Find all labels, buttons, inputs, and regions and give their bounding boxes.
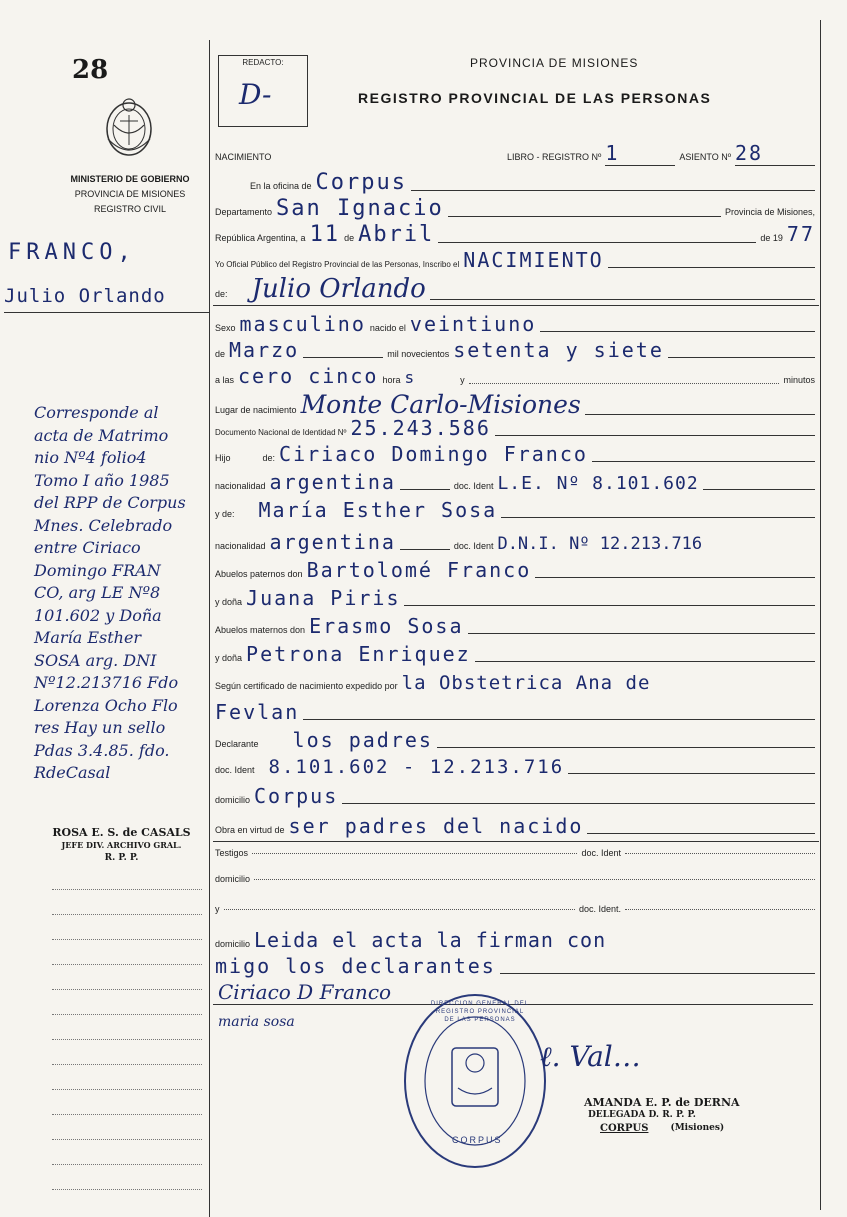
oficial-text: Yo Oficial Público del Registro Provincial de las Personas, Inscribo el [215,260,460,269]
doc-mother-label: doc. Ident [453,541,494,551]
note-line: SOSA arg. DNI [34,650,157,670]
certificado-value-cont: Fevlan [215,700,300,724]
abuela-materna-label: y doña [215,653,243,663]
note-line: res Hay un sello [34,718,166,737]
libro-label: LIBRO - REGISTRO Nº [507,152,602,162]
yde-label: y de: [215,509,235,519]
de-month-label: de [215,349,226,359]
abuelo-paterno-label: Abuelos paternos don [215,569,303,579]
ministry-label: MINISTERIO DE GOBIERNO [70,174,190,184]
year-value: 77 [786,222,815,246]
signature-father: Ciriaco D Franco [218,980,392,1004]
provincia-suffix: Provincia de Misiones, [724,207,815,217]
obra-value: ser padres del nacido [288,814,584,838]
official-place: CORPUS [600,1123,649,1134]
seal-text: DIRECCION GENERAL DEL REGISTRO PROVINCIAL DE LAS PERSONAS [430,1001,530,1023]
declarante-value: los padres [292,728,433,752]
leida-line2: migo los declarantes [215,954,496,978]
asiento-value: 28 [735,141,815,166]
testigo2-doc-label: doc. Ident. [578,904,621,914]
certificado-value: la Obstetrica Ana de [401,672,651,694]
sexo-value: masculino [239,312,366,336]
note-line: Pdas 3.4.85. fdo. [34,740,170,760]
note-line: Domingo FRAN [34,560,161,580]
coat-of-arms-icon [100,95,158,161]
domicilio-label: domicilio [215,795,251,805]
page-title: REGISTRO PROVINCIAL DE LAS PERSONAS [358,90,712,106]
margin-given-name: Julio Orlando [4,285,166,307]
month2-value: Marzo [229,338,300,362]
doc-father-value: L.E. Nº 8.101.602 [497,473,699,494]
archive-stamp: ROSA E. S. de CASALS JEFE DIV. ARCHIVO GRAL. R. P. P. [52,826,191,863]
note-line: nio Nº4 folio4 [34,448,147,467]
note-line: entre Ciriaco [34,538,141,557]
inscribo-value: NACIMIENTO [463,248,604,272]
certificado-label: Según certificado de nacimiento expedido por [215,681,398,691]
asiento-label: ASIENTO Nº [679,152,731,162]
official-province: (Misiones) [670,1123,725,1133]
abuela-paterna-value: Juana Piris [246,586,401,610]
oficina-label: En la oficina de [250,181,312,191]
note-line: Nº12.213716 Fdo [34,673,179,692]
abuela-paterna-label: y doña [215,597,243,607]
page-number: 28 [72,55,109,85]
signature-official: ℓ. Val… [540,1040,641,1073]
year-words: setenta y siete [453,338,664,362]
year-prefix: de 19 [760,233,783,243]
official-name: AMANDA E. P. de DERNA [584,1096,740,1109]
note-line: Tomo I año 1985 [34,470,170,490]
time-words: cero cinco [238,364,379,388]
libro-value: 1 [605,141,675,166]
minutos-label: minutos [783,375,815,385]
declarante-label: Declarante [215,739,259,749]
margin-surname: FRANCO, [8,240,136,265]
nacido-label: nacido el [369,323,406,333]
day-value: 11 [309,222,341,247]
mil-label: mil novecientos [387,349,450,359]
registry-label: REGISTRO CIVIL [93,204,166,214]
abuela-materna-value: Petrona Enriquez [246,642,471,666]
abuelo-materno-label: Abuelos maternos don [215,625,306,635]
mother-name: María Esther Sosa [258,498,498,522]
nacionalidad-father-label: nacionalidad [215,481,266,491]
abuelo-materno-value: Erasmo Sosa [309,614,464,638]
hijo-label: Hijo [215,453,231,463]
redacto-label: REDACTO: [242,58,284,67]
note-line: Corresponde al [34,403,159,422]
note-line: RdeCasal [34,763,111,782]
testigos-label: Testigos [215,848,249,858]
republica-label: República Argentina, a [215,233,306,243]
doc-ident-label: doc. Ident [215,765,255,775]
header-province: PROVINCIA DE MISIONES [470,56,639,70]
de-label: de [344,233,355,243]
father-name: Ciriaco Domingo Franco [279,442,588,466]
hora-value: s [404,368,417,387]
obra-label: Obra en virtud de [215,825,285,835]
right-border [820,20,821,1210]
dni-value: 25.243.586 [350,416,491,440]
y-label: y [460,375,465,385]
redacto-box [218,55,308,127]
province-label: PROVINCIA DE MISIONES [74,189,186,199]
hora-label: hora [382,375,401,385]
doc-father-label: doc. Ident [453,481,494,491]
testigo2-domicilio-label: domicilio [215,939,251,949]
note-line: CO, arg LE Nº8 [34,583,161,602]
note-line: del RPP de Corpus [34,493,186,512]
testigo-domicilio-label: domicilio [215,874,251,884]
margin-annotation [34,402,210,785]
seal-center-text: CORPUS [452,1135,503,1145]
leida-line1: Leida el acta la firman con [254,928,607,952]
month-value: Abril [358,222,435,247]
doc-mother-value: D.N.I. Nº 12.213.716 [497,534,703,554]
note-line: 101.602 y Doña [34,605,162,625]
nacionalidad-mother-value: argentina [269,530,396,554]
depto-label: Departamento [215,207,273,217]
nacionalidad-mother-label: nacionalidad [215,541,266,551]
doc-ident-value: 8.101.602 - 12.213.716 [268,756,565,778]
de-father-label: de: [262,453,276,463]
domicilio-value: Corpus [254,784,339,808]
lugar-value: Monte Carlo-Misiones [300,390,581,419]
alas-label: a las [215,375,235,385]
oficina-value: Corpus [315,170,408,195]
lugar-label: Lugar de nacimiento [215,405,297,415]
depto-value: San Ignacio [276,196,444,221]
child-name: Julio Orlando [251,274,426,304]
dni-label: Documento Nacional de Identidad Nº [215,428,347,437]
note-line: Lorenza Ocho Flo [34,695,178,715]
abuelo-paterno-value: Bartolomé Franco [306,558,532,582]
redacto-value: D- [239,78,272,111]
nacionalidad-father-value: argentina [269,470,396,494]
de-name-label: de: [215,289,228,299]
nacido-value: veintiuno [409,312,537,336]
official-block [584,1096,740,1135]
note-line: Mnes. Celebrado [34,515,173,535]
note-line: acta de Matrimo [34,425,169,445]
official-title: DELEGADA D. R. P. P. [588,1110,696,1120]
section-label: NACIMIENTO [215,152,272,162]
signature-mother: maria sosa [218,1014,295,1030]
testigo-doc-label: doc. Ident [581,848,621,858]
testigo2-label: y [215,904,220,914]
sexo-label: Sexo [215,323,236,333]
note-line: María Esther [34,628,142,647]
left-border [209,40,210,1217]
